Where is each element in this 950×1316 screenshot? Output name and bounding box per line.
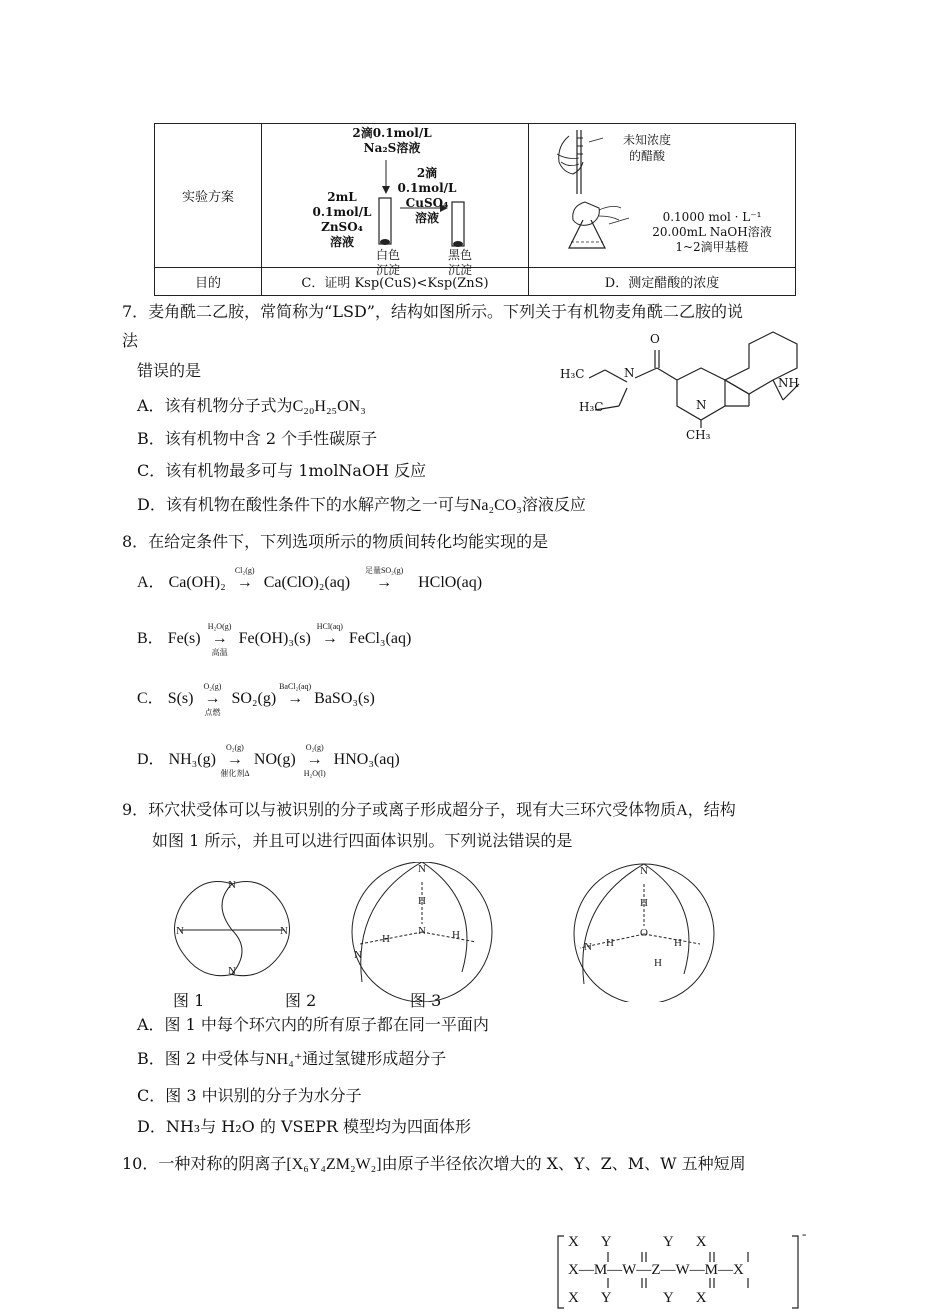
q10-struct-bot: X Y Y X <box>568 1290 707 1306</box>
q10-charge: - <box>802 1226 807 1241</box>
svg-text:N: N <box>418 925 426 937</box>
q9-figures-drawing <box>160 862 760 1002</box>
q9-option-b: B．图 2 中受体与NH₄⁺通过氢键形成超分子 <box>137 1049 447 1068</box>
c-reagent2: 2滴 0.1mol/L CuSO₄ 溶液 <box>397 166 457 225</box>
q10-stem: 10．一种对称的阴离子[X₆Y₄ZM₂W₂]由原子半径依次增大的 X、Y、Z、M、W 五种短周 <box>122 1154 746 1173</box>
svg-text:H: H <box>674 937 682 949</box>
scheme-d-cell <box>529 124 796 268</box>
c-tube1-label: 2mL 0.1mol/L ZnSO₄ 溶液 <box>312 190 372 249</box>
q7-option-c: C．该有机物最多可与 1molNaOH 反应 <box>137 461 427 480</box>
q8-stem: 8．在给定条件下，下列选项所示的物质间转化均能实现的是 <box>122 532 549 551</box>
q7-option-d: D．该有机物在酸性条件下的水解产物之一可与Na₂CO₃溶液反应 <box>137 495 586 514</box>
lsd-atom-h3c-top: H₃C <box>560 367 585 381</box>
lsd-atom-h3c-bottom: H₃C <box>579 400 604 414</box>
lsd-structure-diagram <box>555 330 815 445</box>
c-purpose: C．证明 Ksp(CuS)<Ksp(ZnS) <box>262 268 529 296</box>
q10-struct-mid: X—M—W—Z—W—M—X <box>568 1262 744 1278</box>
q9-option-c: C．图 3 中识别的分子为水分子 <box>137 1086 362 1105</box>
q9-fig2-label: 图 2 <box>285 991 317 1010</box>
svg-text:N: N <box>354 949 362 961</box>
svg-text:N: N <box>418 863 426 875</box>
experiment-table <box>154 123 796 296</box>
svg-text:N: N <box>584 941 592 953</box>
row-label-purpose: 目的 <box>155 268 262 296</box>
q9-fig1-label: 图 1 <box>173 991 205 1010</box>
svg-text:H: H <box>654 957 662 969</box>
lsd-atom-ch3: CH₃ <box>686 428 711 442</box>
q9-fig3-label: 图 3 <box>410 991 442 1010</box>
d-acid-label: 未知浓度 的醋酸 <box>622 133 671 163</box>
svg-text:O: O <box>640 927 648 939</box>
svg-text:N: N <box>228 879 236 891</box>
q7-option-a: A．该有机物分子式为C₂₀H₂₅ON₃ <box>137 396 366 415</box>
q7-stem-line3: 错误的是 <box>137 361 202 380</box>
svg-text:H: H <box>606 937 614 949</box>
lsd-atom-o: O <box>650 332 660 346</box>
svg-text:N: N <box>640 865 648 877</box>
svg-text:H: H <box>452 929 460 941</box>
lsd-atom-n-amide: N <box>624 366 635 380</box>
scheme-c-cell <box>262 124 529 277</box>
c-ppt2: 黑色 沉淀 <box>447 248 472 277</box>
q8-option-d: D． NH₃(g) O₂(g) → 催化剂Δ NO(g) O₂(g) → H₂O(l) HNO₃(aq) <box>137 743 400 778</box>
svg-text:H: H <box>382 933 390 945</box>
q7-stem-line1: 7．麦角酰二乙胺，常简称为“LSD”，结构如图所示。下列关于有机物麦角酰二乙胺的说 <box>122 302 743 321</box>
d-base-label: 0.1000 mol · L⁻¹ 20.00mL NaOH溶液 1~2滴甲基橙 <box>652 210 772 254</box>
q9-stem-line1: 9．环穴状受体可以与被识别的分子或离子形成超分子，现有大三环穴受体物质A，结构 <box>122 800 736 819</box>
q7-stem-line2: 法 <box>122 331 139 350</box>
c-ppt1: 白色 沉淀 <box>375 248 400 277</box>
svg-text:N: N <box>280 925 288 937</box>
q7-option-b: B．该有机物中含 2 个手性碳原子 <box>137 429 378 448</box>
svg-text:N: N <box>228 965 236 977</box>
q9-option-d: D．NH₃与 H₂O 的 VSEPR 模型均为四面体形 <box>137 1117 472 1136</box>
d-purpose: D．测定醋酸的浓度 <box>529 268 796 296</box>
svg-text:H: H <box>640 897 648 909</box>
svg-text:H: H <box>418 895 426 907</box>
q8-option-a: A． Ca(OH)₂ Cl₂(g) → Ca(ClO)₂(aq) 足量SO₂(g) → HClO(aq) <box>137 566 483 591</box>
q10-struct-top: X Y Y X <box>568 1234 707 1250</box>
q8-option-c: C． S(s) O₂(g) → 点燃 SO₂(g) BaCl₂(aq) → BaSO₃(s) <box>137 682 375 717</box>
svg-text:N: N <box>176 925 184 937</box>
lsd-atom-nh: NH <box>778 376 799 390</box>
row-label-scheme: 实验方案 <box>155 124 262 268</box>
q9-stem-line2: 如图 1 所示，并且可以进行四面体识别。下列说法错误的是 <box>152 831 573 850</box>
lsd-atom-n-ring: N <box>696 398 707 412</box>
c-reagent1: 2滴0.1mol/L Na₂S溶液 <box>352 126 432 155</box>
q9-option-a: A．图 1 中每个环穴内的所有原子都在同一平面内 <box>137 1015 489 1034</box>
q8-option-b: B． Fe(s) H₂O(g) → 高温 Fe(OH)₃(s) HCl(aq) → FeCl₃(aq) <box>137 622 412 657</box>
